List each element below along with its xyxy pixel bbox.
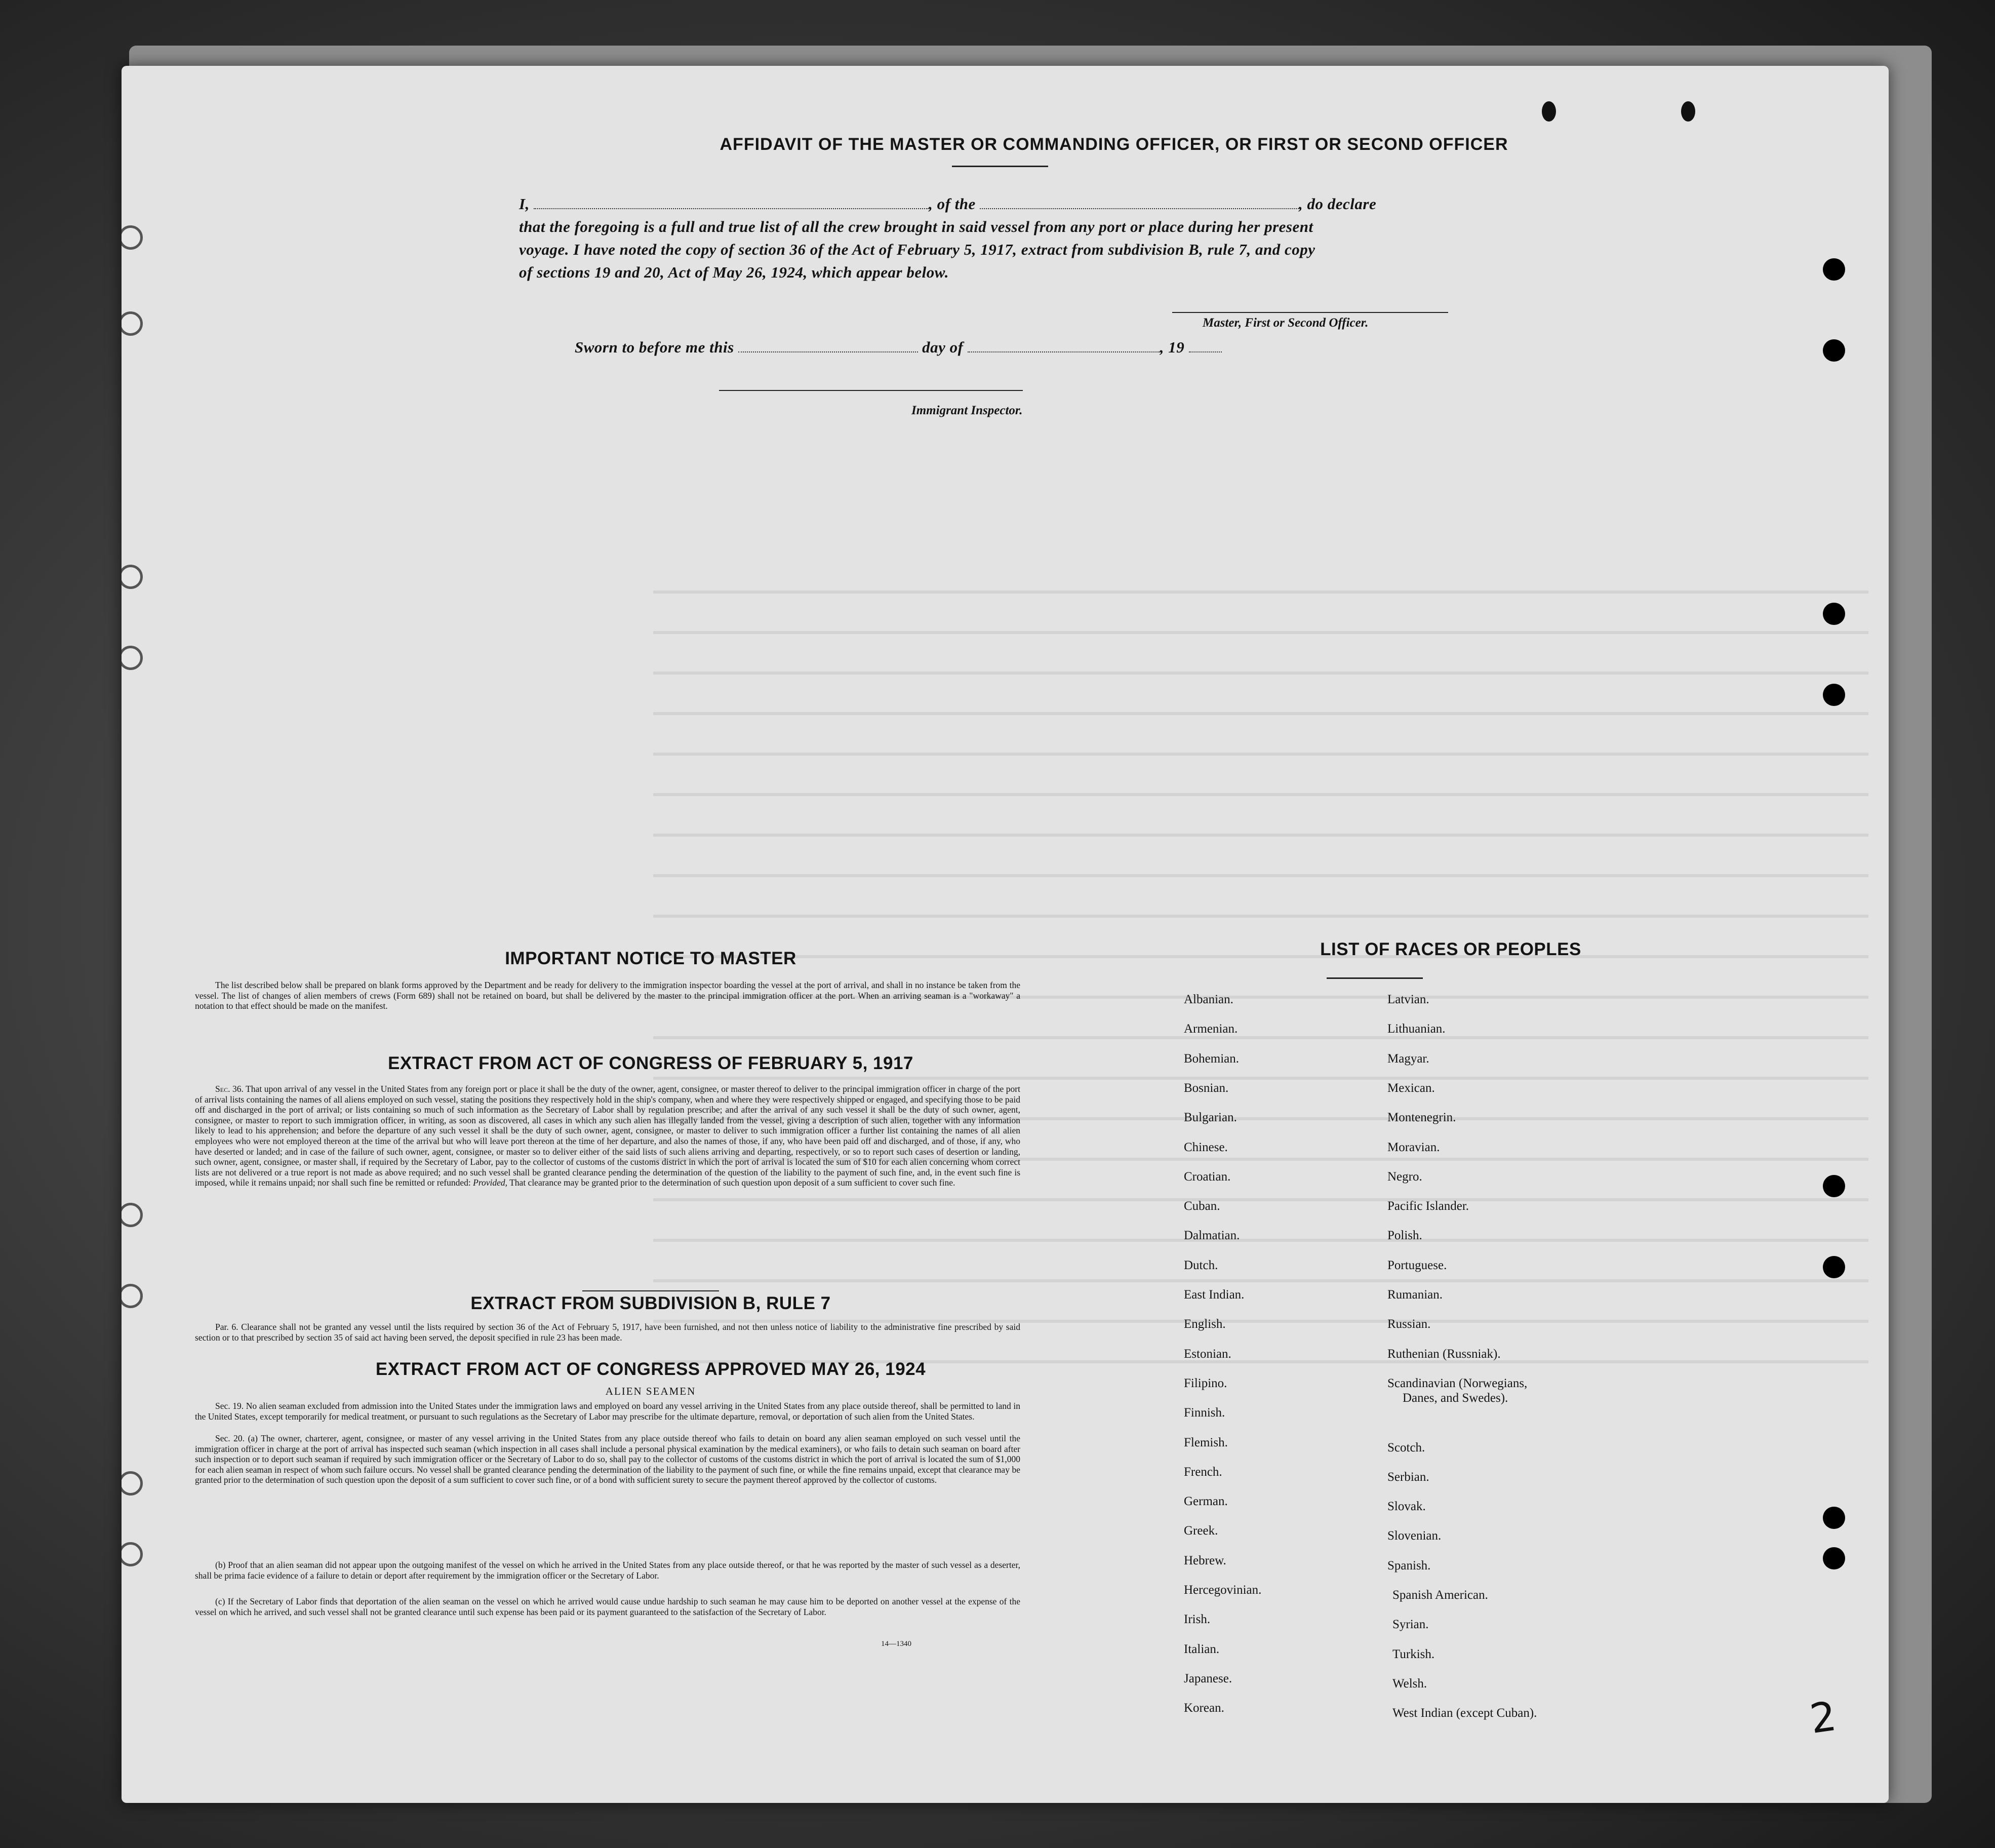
bleed-through-crew-list xyxy=(653,567,1868,1378)
race-item: Dutch. xyxy=(1184,1258,1218,1272)
race-item: West Indian (except Cuban). xyxy=(1392,1706,1537,1720)
affidavit-line-3: voyage. I have noted the copy of section 36 of the Act of February 5, 1917, extract from subdivision B, rule 7, and copy xyxy=(519,241,1315,258)
race-item: Slovak. xyxy=(1387,1500,1426,1514)
affidavit-line-1 xyxy=(519,195,1608,213)
race-item: Portuguese. xyxy=(1387,1258,1447,1272)
sec-20c-text: (c) If the Secretary of Labor finds that deportation of the alien seaman on the vessel on which he arrived would cause undue hardship to such seaman he may cause him to be deported on another vessel at the expense of the vessel on which he arrived, and such vessel shall not be granted clearance until such expense has been paid or its payment guaranteed to the satisfaction of the Secretary of Labor. xyxy=(195,1596,1020,1617)
notice-body: The list described below shall be prepared on blank forms approved by the Department and be ready for delivery to the immigration inspector boarding the vessel at the port of arrival, and shall in no instance be taken from the vessel. The list of changes of alien members of crews (Form 689) shall not be retained on board, but shall be delivered by the master to the principal immigration officer at the port. When an arriving seaman is a "workaway" a notation to that effect should be made on the manifest. xyxy=(195,980,1020,1011)
document-page xyxy=(122,66,1889,1803)
race-item: Flemish. xyxy=(1184,1435,1228,1449)
race-item: Russian. xyxy=(1387,1317,1431,1331)
race-item: Serbian. xyxy=(1387,1470,1429,1484)
binder-hole xyxy=(122,1284,143,1308)
binder-hole xyxy=(122,311,143,336)
punch-hole xyxy=(1823,684,1845,706)
race-item: East Indian. xyxy=(1184,1288,1245,1302)
proviso-word: Provided, xyxy=(473,1177,508,1188)
race-item: Bulgarian. xyxy=(1184,1111,1237,1125)
extract-rule7-title: EXTRACT FROM SUBDIVISION B, RULE 7 xyxy=(470,1293,831,1313)
races-title: LIST OF RACES OR PEOPLES xyxy=(1320,939,1581,959)
extract-1917-body xyxy=(195,1084,1020,1188)
race-item: Filipino. xyxy=(1184,1376,1227,1390)
race-item: Polish. xyxy=(1387,1229,1422,1243)
punch-hole xyxy=(1823,1256,1845,1278)
master-signature-line[interactable] xyxy=(1172,312,1448,313)
sworn-year-blank[interactable] xyxy=(1189,338,1222,352)
race-item: Slovenian. xyxy=(1387,1529,1442,1543)
sworn-month-blank[interactable] xyxy=(968,338,1160,352)
section-divider xyxy=(582,1290,719,1291)
race-item: Latvian. xyxy=(1387,993,1429,1006)
race-item: Korean. xyxy=(1184,1701,1224,1715)
sworn-day-of: day of xyxy=(922,338,964,356)
punch-hole xyxy=(1823,339,1845,362)
race-item: Finnish. xyxy=(1184,1406,1225,1420)
binder-hole xyxy=(122,565,143,589)
sec-20b-text: (b) Proof that an alien seaman did not appear upon the outgoing manifest of the vessel on which he arrived in the United States from any place outside thereof, or that he was reported by the master of such vessel as a deserter, shall be prima facie evidence of a failure to detain or deport after requirement by the immigration officer or the Secretary of Labor. xyxy=(195,1560,1020,1581)
race-item: Spanish American. xyxy=(1392,1588,1488,1602)
races-title-underline xyxy=(1327,977,1423,979)
punch-hole xyxy=(1823,603,1845,625)
inspector-signature-line[interactable] xyxy=(719,390,1023,391)
sworn-line xyxy=(575,338,1222,357)
sworn-prefix: Sworn to before me this xyxy=(575,338,734,356)
race-item: Lithuanian. xyxy=(1387,1022,1446,1036)
race-item: Cuban. xyxy=(1184,1199,1220,1213)
race-item: Rumanian. xyxy=(1387,1288,1443,1302)
race-item: Ruthenian (Russniak). xyxy=(1387,1347,1501,1361)
punch-hole xyxy=(1823,1507,1845,1529)
binder-hole xyxy=(122,1471,143,1496)
sec-36-text: That upon arrival of any vessel in the United States from any foreign port or place it shall be the duty of the owner, agent, consignee, or master thereof to deliver to the principal immigration officer in charge of the port of arrival lists containing the names of all aliens employed on such vessel, stating the positions they respectively hold in the ship's company, when and where they were respectively shipped or engaged, and specifying those to be paid off and discharged in the port of arrival; or lists containing so much of such information as the Secretary of Labor shall by regulation prescribe; and after the arrival of any such vessel it shall be the duty of such owner, agent, consignee, or master to report to such immigration officer, in writing, as soon as discovered, all cases in which any such alien has illegally landed from the vessel, giving a description of such alien, together with any information likely to lead to his apprehension; and before the departure of any such vessel it shall be the duty of such owner, agent, consignee, or master to deliver to such immigration officer a further list containing the names of all alien employees who were not employed thereon at the time of the arrival but who will leave port thereon at the time of her departure, and also the names of those, if any, who have been paid off and discharged, and of those, if any, who have deserted or landed; and in case of the failure of such owner, agent, consignee, or master so to deliver either of the said lists of such aliens arriving and departing, respectively, or so to report such cases of desertion or landing, such owner, agent, consignee, or master shall, if required by the Secretary of Labor, pay to the collector of customs of the customs district in which the port of arrival is located the sum of $10 for each alien concerning whom correct lists are not delivered or a true report is not made as above required; and no such vessel shall be granted clearance pending the determination of the question of the liability to the payment of such fine, and, in the event such fine is imposed, while it remains unpaid; nor shall such fine be remitted or refunded: xyxy=(195,1084,1021,1188)
alien-seamen-subhead: ALIEN SEAMEN xyxy=(605,1385,696,1397)
sec-19-text: Sec. 19. No alien seaman excluded from admission into the United States under the immigration laws and employed on board any vessel arriving in the United States from any place outside thereof, shall be permitted to land in the United States, except temporarily for medical treatment, or pursuant to such regulations as the Secretary of Labor may prescribe for the ultimate departure, removal, or deportation of such alien from the United States. xyxy=(195,1401,1020,1422)
master-signature-caption: Master, First or Second Officer. xyxy=(1203,316,1369,330)
race-item: Turkish. xyxy=(1392,1647,1435,1661)
race-item: English. xyxy=(1184,1317,1226,1331)
race-item: French. xyxy=(1184,1465,1222,1479)
race-item: Bosnian. xyxy=(1184,1081,1229,1095)
race-item: Bohemian. xyxy=(1184,1051,1240,1066)
title-underline xyxy=(952,166,1048,167)
race-item: German. xyxy=(1184,1495,1228,1509)
race-item: Japanese. xyxy=(1184,1671,1232,1685)
race-item: Albanian. xyxy=(1184,993,1233,1006)
race-item: Estonian. xyxy=(1184,1347,1231,1361)
punch-hole xyxy=(1823,258,1845,281)
race-item: Hebrew. xyxy=(1184,1553,1226,1567)
race-item: Dalmatian. xyxy=(1184,1229,1240,1243)
race-item: Scotch. xyxy=(1387,1440,1425,1454)
binder-hole xyxy=(122,1203,143,1227)
top-edge-hole xyxy=(1681,101,1695,122)
race-item: Moravian. xyxy=(1387,1140,1440,1154)
form-code: 14—1340 xyxy=(881,1640,911,1648)
race-item: Spanish. xyxy=(1387,1558,1431,1572)
sworn-year-prefix: , 19 xyxy=(1160,338,1185,356)
affidavit-title: AFFIDAVIT OF THE MASTER OR COMMANDING OFFICER, OR FIRST OR SECOND OFFICER xyxy=(720,135,1508,154)
race-item: Magyar. xyxy=(1387,1051,1429,1066)
race-item: Chinese. xyxy=(1184,1140,1228,1154)
extract-rule7-body: Par. 6. Clearance shall not be granted any vessel until the lists required by section 36 of the Act of February 5, 1917, have been furnished, and not then unless notice of liability to the administrative fine prescribed by said section or to that prescribed by section 35 of said act having been served, the deposit specified in rule 23 has been made. xyxy=(195,1322,1020,1343)
extract-1917-title: EXTRACT FROM ACT OF CONGRESS OF FEBRUARY 5, 1917 xyxy=(388,1053,913,1073)
sec-36-label: Sec. 36. xyxy=(215,1084,244,1094)
affidavit-line-2: that the foregoing is a full and true list of all the crew brought in said vessel from any port or place during her present xyxy=(519,218,1313,235)
race-item: Greek. xyxy=(1184,1524,1218,1538)
vessel-name-blank[interactable] xyxy=(980,195,1299,209)
race-item: Syrian. xyxy=(1392,1618,1429,1632)
sec-20a-text: Sec. 20. (a) The owner, charterer, agent, consignee, or master of any vessel arriving in the United States from any place outside thereof who fails to detain on board any alien seaman employed on such vessel until the immigration officer in charge at the port of arrival has inspected such seaman (which inspection in all cases shall include a personal physical examination by the medical examiners), or who fails to detain such seaman on board after such inspection or to deport such seaman if required by such immigration officer or the Secretary of Labor to do so, shall pay to the collector of customs of the customs district in which the port of arrival is located the sum of $1,000 for each alien seaman in respect of whom such failure occurs. No vessel shall be granted clearance pending the determination of the liability to the payment of such fine, or while the fine remains unpaid, except that clearance may be granted prior to the determination of such question upon the deposit of a sum sufficient to cover such fine, or of a bond with sufficient surety to secure the payment thereof approved by the collector of customs. xyxy=(195,1433,1020,1485)
handwritten-page-mark: 2 xyxy=(1807,1692,1840,1743)
affidavit-of-the: , of the xyxy=(929,195,976,213)
punch-hole xyxy=(1823,1547,1845,1569)
extract-1924-title: EXTRACT FROM ACT OF CONGRESS APPROVED MAY 26, 1924 xyxy=(375,1359,926,1379)
affidavit-i: I, xyxy=(519,195,530,213)
race-item: Montenegrin. xyxy=(1387,1111,1456,1125)
proviso-text: That clearance may be granted prior to the determination of such question upon deposit of a sum sufficient to cover such fine. xyxy=(509,1177,955,1188)
race-item: Italian. xyxy=(1184,1642,1220,1656)
race-item: Pacific Islander. xyxy=(1387,1199,1469,1213)
race-item: Danes, and Swedes). xyxy=(1403,1391,1508,1405)
race-item: Hercegovinian. xyxy=(1184,1583,1262,1597)
binder-hole xyxy=(122,225,143,250)
affidavit-do-declare: , do declare xyxy=(1299,195,1377,213)
race-item: Irish. xyxy=(1184,1613,1211,1627)
sworn-day-blank[interactable] xyxy=(738,338,918,352)
race-item: Scandinavian (Norwegians, xyxy=(1387,1376,1528,1390)
inspector-signature-caption: Immigrant Inspector. xyxy=(911,404,1023,417)
race-item: Croatian. xyxy=(1184,1169,1231,1184)
notice-title: IMPORTANT NOTICE TO MASTER xyxy=(505,949,796,968)
punch-hole xyxy=(1823,1175,1845,1197)
binder-hole xyxy=(122,646,143,670)
race-item: Negro. xyxy=(1387,1169,1422,1184)
race-item: Mexican. xyxy=(1387,1081,1435,1095)
race-item: Armenian. xyxy=(1184,1022,1238,1036)
affidavit-line-4: of sections 19 and 20, Act of May 26, 1924, which appear below. xyxy=(519,263,949,281)
race-item: Welsh. xyxy=(1392,1676,1427,1690)
top-edge-hole xyxy=(1542,101,1556,122)
master-name-blank[interactable] xyxy=(534,195,929,209)
binder-hole xyxy=(122,1542,143,1566)
